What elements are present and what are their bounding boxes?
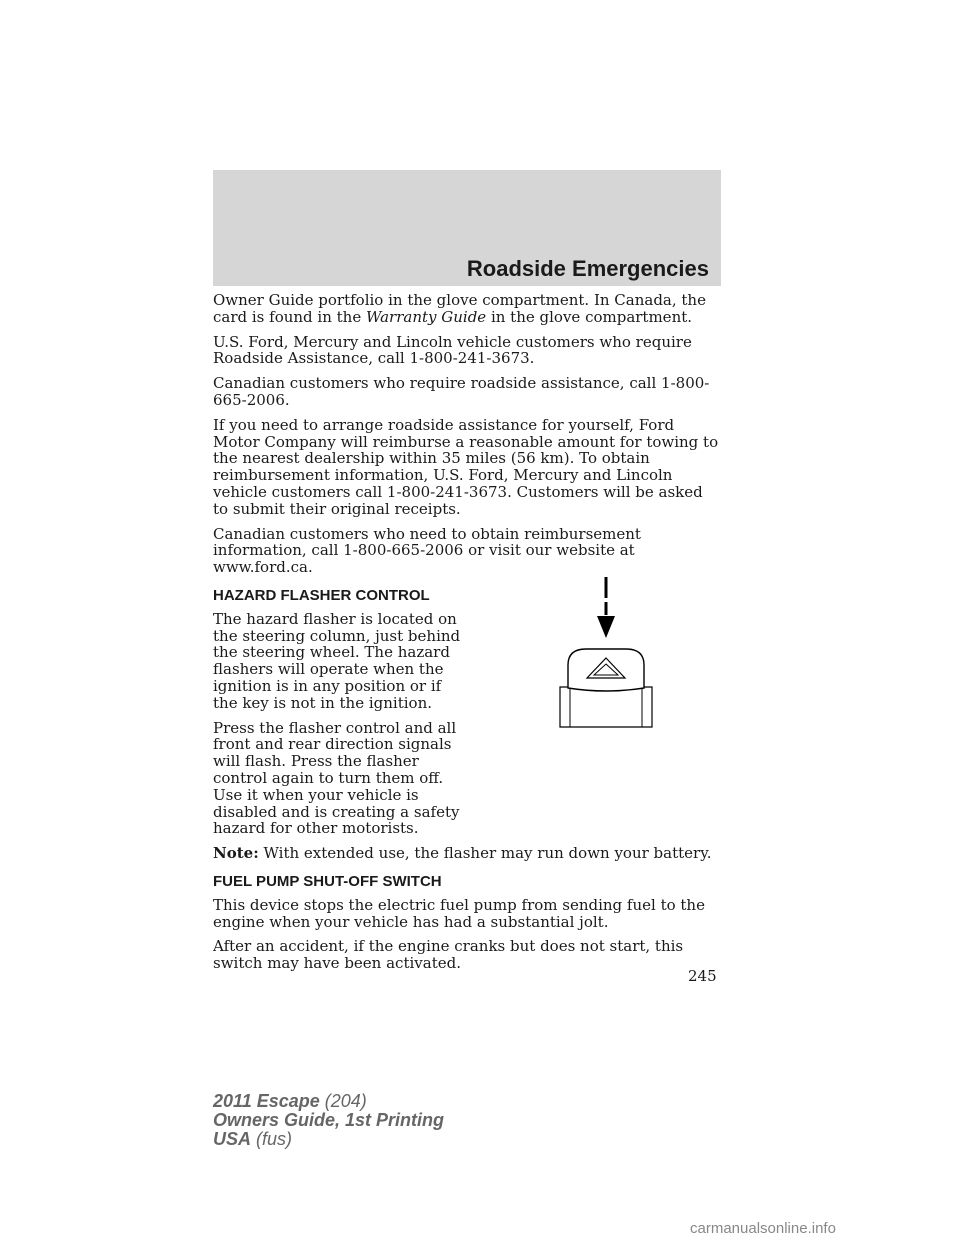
- paragraph-reimbursement: If you need to arrange roadside assistance for yourself, Ford Motor Company will reimburse a reasonable amount for towing to the nearest dealership within 35 miles (56 km). To obtain reimbursement information, U.S. Ford, Mercury and Lincoln vehicle customers call 1-800-241-3673. Customers will be asked to submit their original receipts.: [213, 415, 719, 518]
- section-header-band: [213, 170, 721, 286]
- footer-market-line: USA (fus): [213, 1129, 293, 1149]
- heading-fuel-pump: FUEL PUMP SHUT-OFF SWITCH: [213, 872, 442, 890]
- paragraph-hazard-location: The hazard flasher is located on the steering column, just behind the steering wheel. The hazard flashers will operate when the ignition is in any position or if the key is not in the ignition.: [213, 609, 461, 712]
- print-footer: [213, 1092, 444, 1149]
- paragraph-hazard-usage: Press the flasher control and all front and rear direction signals will flash. Press the flasher control again to turn them off. Use it when your vehicle is disabled and is creating a safety hazard for other motorists.: [213, 718, 460, 838]
- paragraph-fuel-pump-accident: After an accident, if the engine cranks but does not start, this switch may have been activated.: [213, 937, 684, 973]
- warranty-guide-title: Warranty Guide: [365, 307, 487, 326]
- page-number: 245: [688, 967, 717, 985]
- section-title: Roadside Emergencies: [466, 256, 709, 281]
- watermark: carmanualsonline.info: [690, 1220, 836, 1237]
- hazard-flasher-illustration: [548, 570, 658, 730]
- paragraph-us-roadside: U.S. Ford, Mercury and Lincoln vehicle customers who require Roadside Assistance, call 1-800-241-3673.: [213, 332, 692, 368]
- note-text: With extended use, the flasher may run down your battery.: [258, 844, 712, 863]
- paragraph-canada-reimbursement: Canadian customers who need to obtain reimbursement information, call 1-800-665-2006 or visit our website at www.ford.ca.: [213, 524, 641, 577]
- paragraph-canada-roadside: Canadian customers who require roadside assistance, call 1-800-665-2006.: [213, 374, 710, 409]
- heading-hazard-flasher: HAZARD FLASHER CONTROL: [213, 586, 430, 604]
- footer-printing-line: Owners Guide, 1st Printing: [213, 1110, 445, 1130]
- arrow-icon: [597, 577, 615, 638]
- footer-model-line: 2011 Escape (204): [213, 1091, 367, 1111]
- paragraph-glove-compartment: Owner Guide portfolio in the glove compartment. In Canada, the card is found in the Warranty Guide in the glove compartment.: [213, 291, 706, 326]
- note: [213, 845, 721, 862]
- note-label: Note:: [213, 844, 259, 863]
- paragraph-fuel-pump-function: This device stops the electric fuel pump from sending fuel to the engine when your vehicle has had a substantial jolt.: [213, 895, 705, 931]
- hazard-button-icon: [560, 649, 652, 727]
